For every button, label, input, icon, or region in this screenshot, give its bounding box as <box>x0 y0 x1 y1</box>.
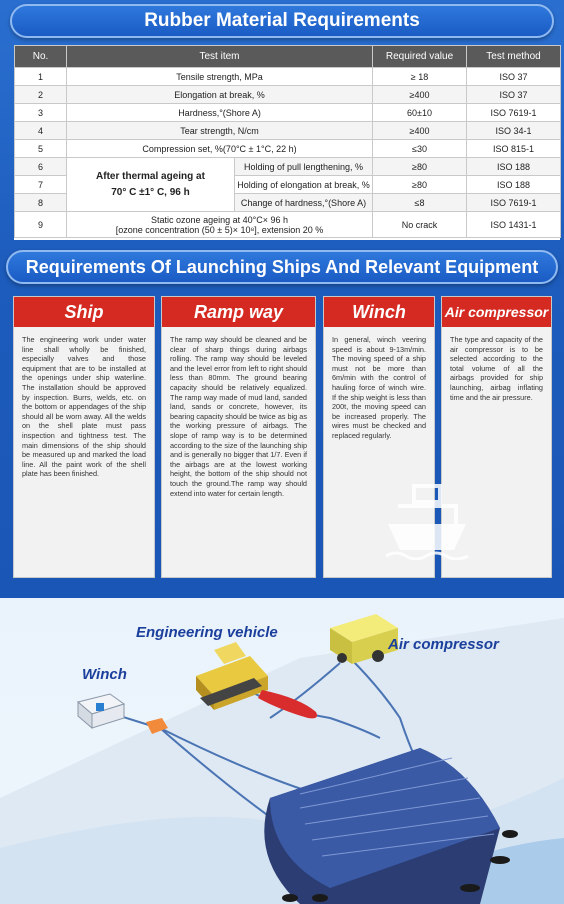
cell-no: 9 <box>15 212 67 238</box>
air-compressor-card-title: Air compressor <box>442 297 551 327</box>
cell-method: ISO 37 <box>467 86 561 104</box>
cell-method: ISO 34-1 <box>467 122 561 140</box>
ramp-way-card-text: The ramp way should be cleaned and be clear of sharp things during airbags rolling. The ramp way should be leveled and the level error from left to right should less than 80mm. The ground bearing capacity should be relatively equalized. The ramp way made of mud land, sanded land, sands or concrete, however, its bearing capacity should be twice as big as the working pressure of airbags. The slope of ramp way is to be determined according to the size of the launching ship and is generally no bigger that 1/7. Even if the airbags are at the lowest working height, the bottom of the ship should not touch the ground.The ramp way should extend into water for certain length. <box>170 335 307 498</box>
cell-value: ≤30 <box>373 140 467 158</box>
cell-item: Elongation at break, % <box>67 86 373 104</box>
ozone-line-2: [ozone concentration (50 ± 5)× 10⁸], extension 20 % <box>115 224 324 235</box>
cell-no: 7 <box>15 176 67 194</box>
header-required-value: Required value <box>373 46 467 68</box>
cell-method: ISO 188 <box>467 158 561 176</box>
ramp-way-card-title: Ramp way <box>162 297 315 327</box>
ship-card-title: Ship <box>14 297 154 327</box>
cell-no: 2 <box>15 86 67 104</box>
cell-value: ≥400 <box>373 122 467 140</box>
cell-method: ISO 815-1 <box>467 140 561 158</box>
winch-card-title: Winch <box>324 297 434 327</box>
cell-no: 1 <box>15 68 67 86</box>
cell-value: 60±10 <box>373 104 467 122</box>
ozone-line-1: Static ozone ageing at 40°C× 96 h <box>151 214 288 225</box>
rubber-requirements-table <box>14 45 560 240</box>
thermal-line-2: 70° C ±1° C, 96 h <box>111 186 190 198</box>
ship-watermark-icon <box>384 480 470 560</box>
winch-icon <box>78 694 124 728</box>
cell-no: 5 <box>15 140 67 158</box>
air-compressor-card-text: The type and capacity of the air compressor is to be selected according to the total volume of all the airbags provided for ship launching, airbag inflating time and the air pressure. <box>450 335 543 402</box>
table-row <box>15 140 561 158</box>
thermal-ageing-group <box>67 158 235 212</box>
cell-method: ISO 7619-1 <box>467 194 561 212</box>
header-no: No. <box>15 46 67 68</box>
cell-item: Change of hardness,°(Shore A) <box>235 194 373 212</box>
cell-no: 6 <box>15 158 67 176</box>
cell-item: Holding of elongation at break, % <box>235 176 373 194</box>
cell-item: Holding of pull lengthening, % <box>235 158 373 176</box>
cell-item: Tear strength, N/cm <box>67 122 373 140</box>
cell-method: ISO 1431-1 <box>467 212 561 238</box>
cell-method: ISO 7619-1 <box>467 104 561 122</box>
rubber-requirements-banner: Rubber Material Requirements <box>10 4 554 38</box>
cell-value: No crack <box>373 212 467 238</box>
header-test-item: Test item <box>67 46 373 68</box>
cell-item: Hardness,°(Shore A) <box>67 104 373 122</box>
cell-no: 4 <box>15 122 67 140</box>
cell-no: 8 <box>15 194 67 212</box>
cell-value: ≥80 <box>373 176 467 194</box>
thermal-line-1: After thermal ageing at <box>96 170 205 182</box>
winch-label: Winch <box>82 666 127 683</box>
cell-item: Tensile strength, MPa <box>67 68 373 86</box>
cell-method: ISO 37 <box>467 68 561 86</box>
header-test-method: Test method <box>467 46 561 68</box>
air-compressor-label: Air compressor <box>388 636 499 653</box>
table-row <box>15 122 561 140</box>
table-row <box>15 158 561 176</box>
table-row <box>15 86 561 104</box>
cell-item: Compression set, %(70°C ± 1°C, 22 h) <box>67 140 373 158</box>
cell-no: 3 <box>15 104 67 122</box>
cell-method: ISO 188 <box>467 176 561 194</box>
ship-card <box>13 296 155 578</box>
cell-value: ≥80 <box>373 158 467 176</box>
table-row <box>15 104 561 122</box>
table-row <box>15 68 561 86</box>
launching-illustration <box>0 598 564 904</box>
table-row <box>15 212 561 238</box>
ship-card-text: The engineering work under water line shall wholly be finished, especially valves and those equipment that are to be installed at the openings under ship waterline. The installation should be approved by inspection. Burrs, welds, etc. on the bottom or appendages of the ship should all be worn away. All the welds on the shell plate must pass inspection and tightness test. The main dimensions of the ship should be measured up and marked the load line. All the paint work of the shell plate has been finished. <box>22 335 146 479</box>
cell-value: ≥400 <box>373 86 467 104</box>
ramp-way-card <box>161 296 316 578</box>
engineering-vehicle-label: Engineering vehicle <box>136 624 278 641</box>
cell-value: ≤8 <box>373 194 467 212</box>
cell-item <box>67 212 373 238</box>
winch-card-text: In general, winch veering speed is about 9-13m/min. The moving speed of a ship must not be more than 6m/min with the control of hauling force of winch wire. If the ship weight is less than 200t, the moving speed can be increased properly. The wires must be checked and replaced regularly. <box>332 335 426 440</box>
cell-value: ≥ 18 <box>373 68 467 86</box>
launching-requirements-banner: Requirements Of Launching Ships And Relevant Equipment <box>6 250 558 284</box>
